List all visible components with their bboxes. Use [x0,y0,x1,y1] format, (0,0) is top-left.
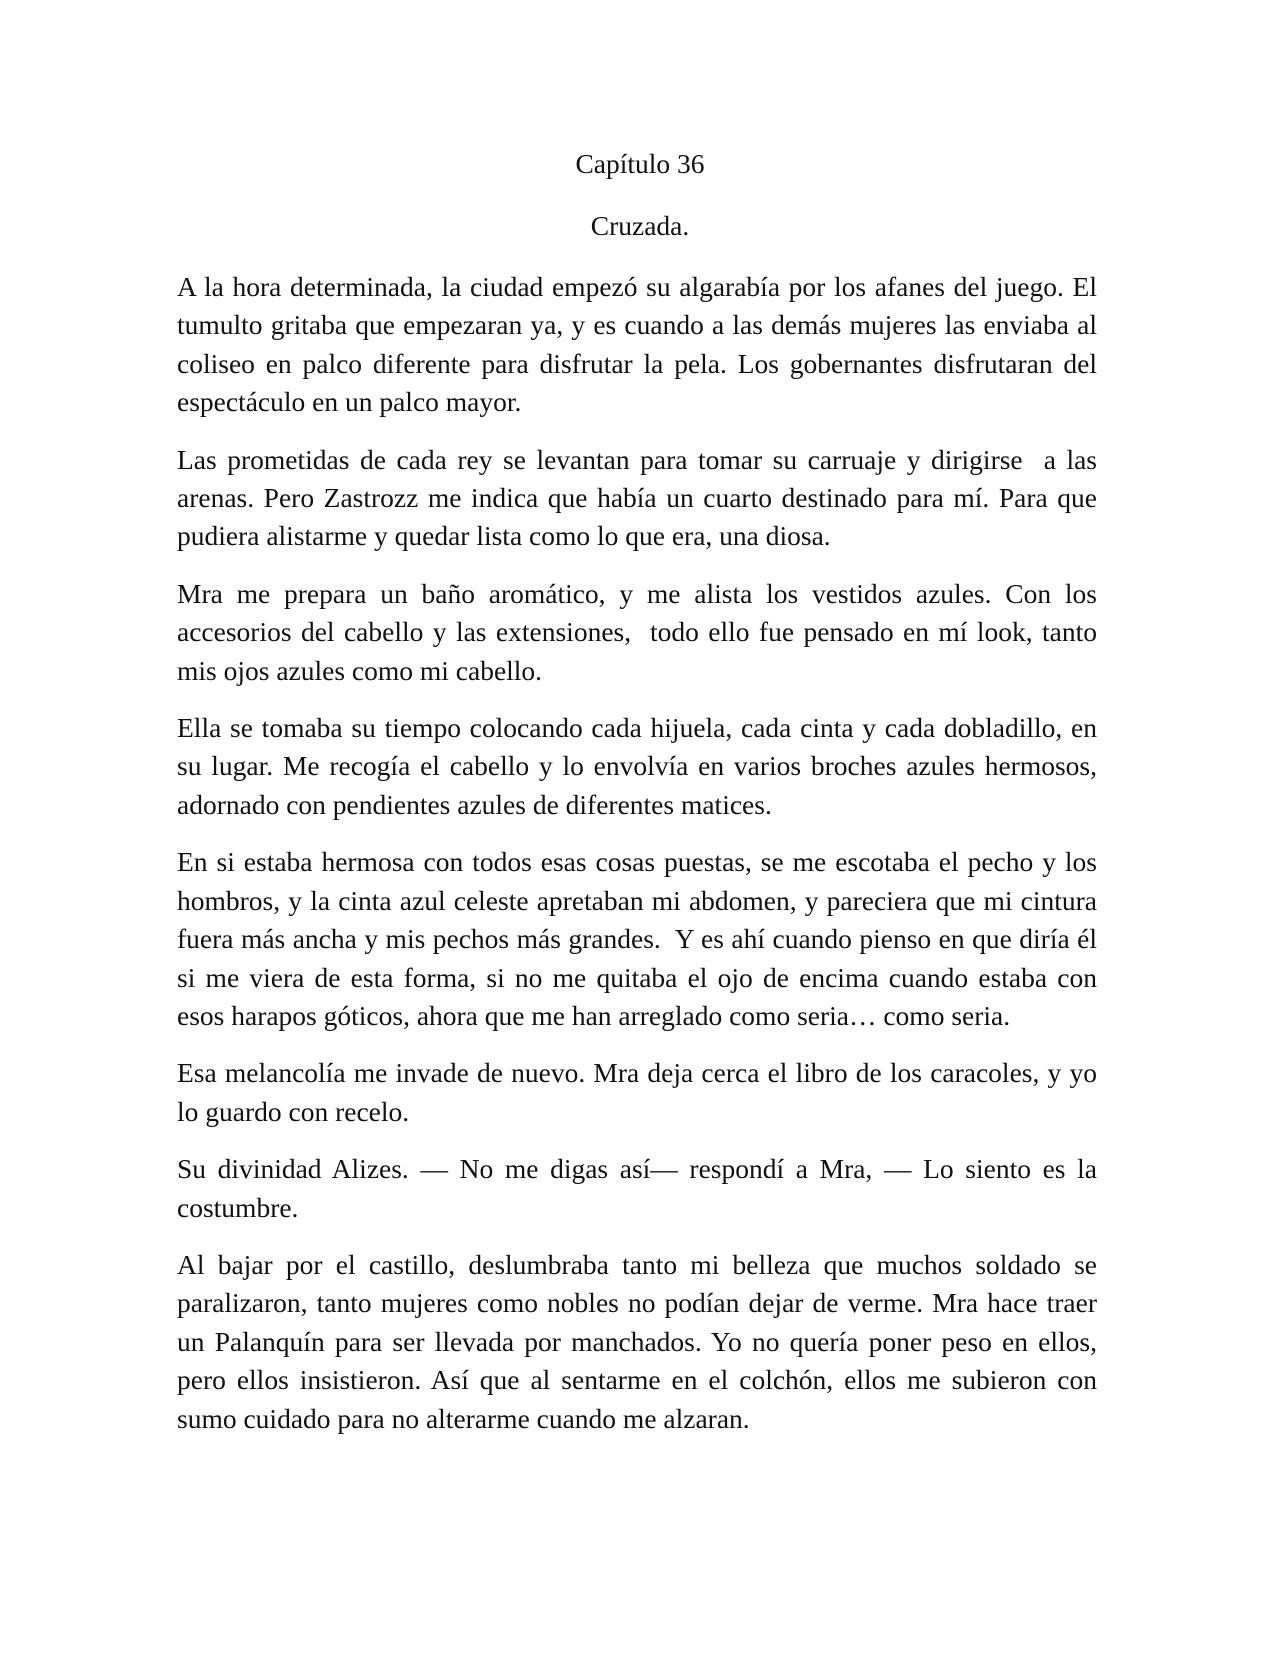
paragraph-5: En si estaba hermosa con todos esas cosas puestas, se me escotaba el pecho y los hombros, y la cinta azul celeste apretaban mi abdomen, y pareciera que mi cintura fuera más ancha y mis pechos más grandes. Y es ahí cuando pienso en que diría él si me viera de esta forma, si no me quitaba el ojo de encima cuando estaba con esos harapos góticos, ahora que me han arreglado como seria… como seria. [177,846,1104,1031]
chapter-subtitle: Cruzada. [590,210,690,241]
paragraph-1: A la hora determinada, la ciudad empezó su algarabía por los afanes del juego. El tumulto gritaba que empezaran ya, y es cuando a las demás mujeres las enviaba al coliseo en palco diferente para disfrutar la pela. Los gobernantes disfrutaran del espectáculo en un palco mayor. [177,271,1104,418]
paragraph-3: Mra me prepara un baño aromático, y me alista los vestidos azules. Con los accesorios del cabello y las extensiones, todo ello fue pensado en mí look, tanto mis ojos azules como mi cabello. [177,577,1104,686]
paragraph-4: Ella se tomaba su tiempo colocando cada hijuela, cada cinta y cada dobladillo, en su lugar. Me recogía el cabello y lo envolvía en varios broches azules hermosos, adornado con pendientes azules de diferentes matices. [177,712,1111,820]
paragraph-6: Esa melancolía me invade de nuevo. Mra deja cerca el libro de los caracoles, y yo lo guardo con recelo. [177,1057,1104,1127]
paragraph-7: Su divinidad Alizes. — No me digas así— respondí a Mra, — Lo siento es la costumbre. [177,1153,1104,1223]
chapter-title: Capítulo 36 [575,148,705,179]
chapter-body [177,268,1111,1457]
paragraph-2: Las prometidas de cada rey se levantan para tomar su carruaje y dirigirse a las arenas. Pero Zastrozz me indica que había un cuarto destinado para mí. Para que pudiera alistarme y quedar lista como lo que era, una diosa. [177,443,1104,552]
paragraph-8: Al bajar por el castillo, deslumbraba tanto mi belleza que muchos soldado se paralizaron, tanto mujeres como nobles no podían dejar de verme. Mra hace traer un Palanquín para ser llevada por manchados. Yo no quería poner peso en ellos, pero ellos insistieron. Así que al sentarme en el colchón, ellos me subieron con sumo cuidado para no alterarme cuando me alzaran. [177,1248,1104,1434]
